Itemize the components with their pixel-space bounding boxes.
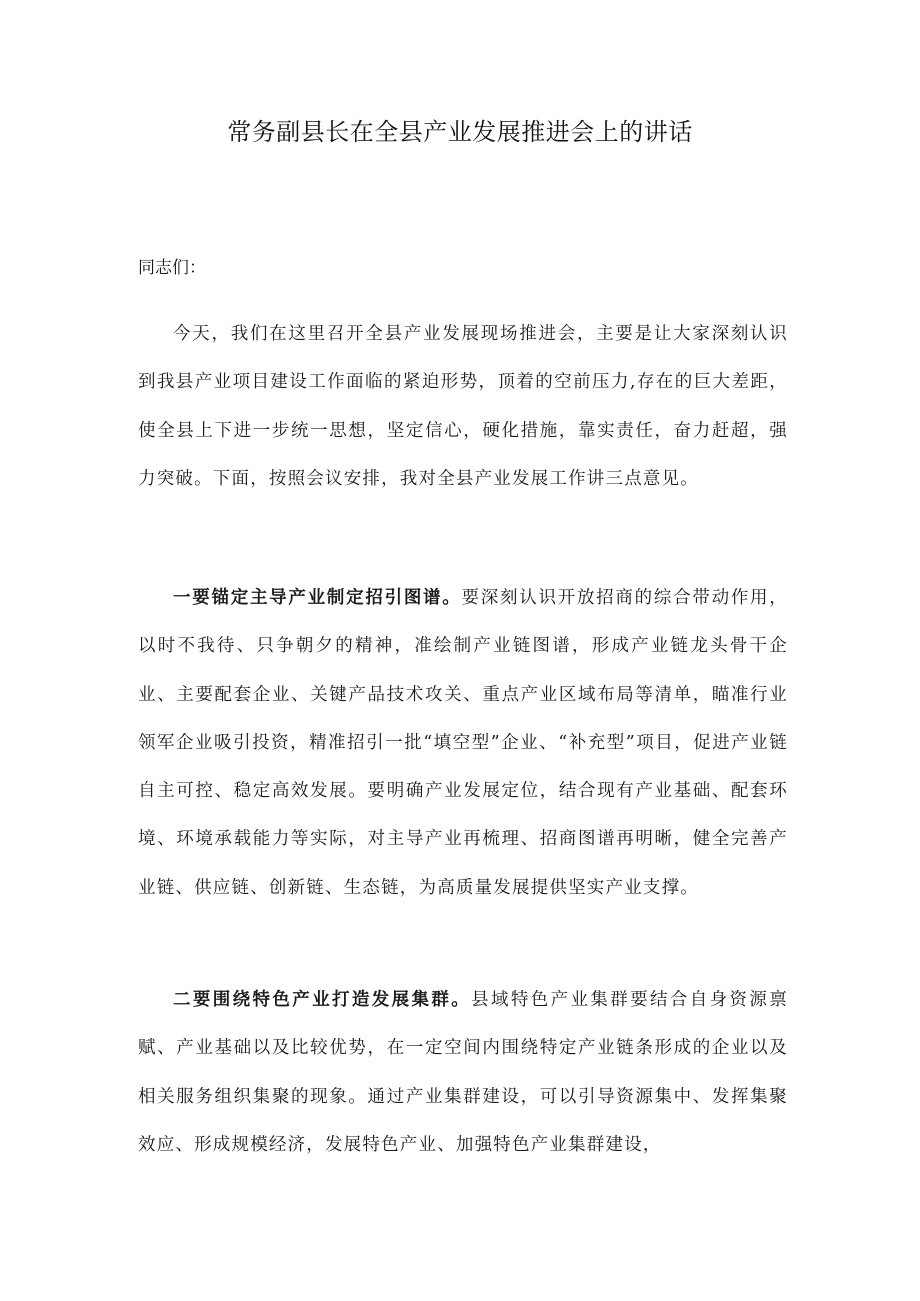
salutation: 同志们： bbox=[138, 258, 206, 278]
paragraph-text: 县域特色产业集群要结合自身资源禀赋、产业基础以及比较优势，在一定空间内围绕特定产业链条形成的企业以及相关服务组织集聚的现象。通过产业集群建设，可以引导资源集中、发挥集聚效应、形成规模经济，发展特色产业、加强特色产业集群建设， bbox=[138, 990, 789, 1155]
paragraph-point-two bbox=[138, 976, 788, 1169]
paragraph-lead: 二要围绕特色产业打造发展集群。 bbox=[173, 990, 472, 1010]
paragraph-intro bbox=[138, 310, 788, 503]
paragraph-lead: 一要锚定主导产业制定招引图谱。 bbox=[173, 588, 462, 608]
document-title: 常务副县长在全县产业发展推进会上的讲话 bbox=[227, 118, 693, 146]
paragraph-text: 今天，我们在这里召开全县产业发展现场推进会，主要是让大家深刻认识到我县产业项目建设工作面临的紧迫形势，顶着的空前压力,存在的巨大差距，使全县上下进一步统一思想，坚定信心，硬化措施，靠实责任，奋力赶超，强力突破。下面，按照会议安排，我对全县产业发展工作讲三点意见。 bbox=[138, 324, 788, 489]
paragraph-point-one bbox=[138, 574, 788, 912]
paragraph-text: 要深刻认识开放招商的综合带动作用，以时不我待、只争朝夕的精神，准绘制产业链图谱，形成产业链龙头骨干企业、主要配套企业、关键产品技术攻关、重点产业区域布局等清单，瞄准行业领军企业吸引投资，精准招引一批“填空型”企业、“补充型”项目，促进产业链自主可控、稳定高效发展。要明确产业发展定位，结合现有产业基础、配套环境、环境承载能力等实际，对主导产业再梳理、招商图谱再明晰，健全完善产业链、供应链、创新链、生态链，为高质量发展提供坚实产业支撑。 bbox=[138, 588, 788, 898]
